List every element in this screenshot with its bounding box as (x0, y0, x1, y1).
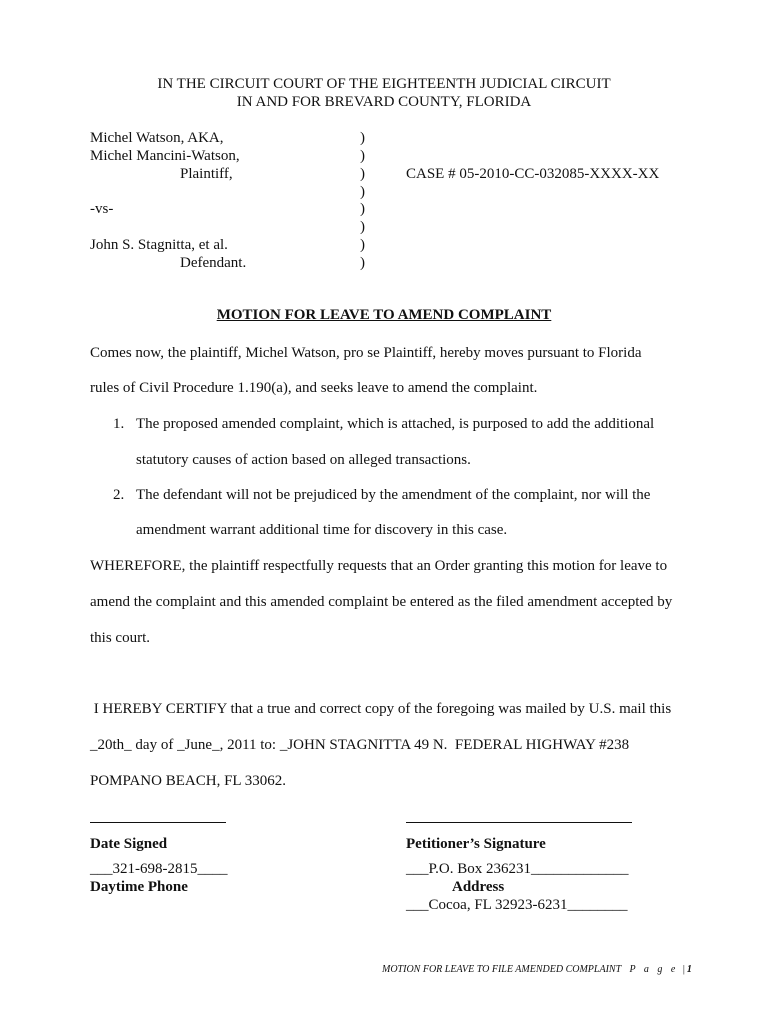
certify-line-1: I HEREBY CERTIFY that a true and correct copy of the foregoing was mailed by U.S. mail this (90, 701, 672, 717)
page-footer (382, 964, 692, 975)
motion-title: MOTION FOR LEAVE TO AMEND COMPLAINT (216, 307, 552, 323)
date-signed-label: Date Signed (90, 836, 168, 852)
defendant-role: Defendant. (180, 255, 247, 271)
item-2-line-1: The defendant will not be prejudiced by the amendment of the complaint, nor will the (136, 487, 651, 503)
certify-line-2: _20th_ day of _June_, 2011 to: _JOHN STAGNITTA 49 N. FEDERAL HIGHWAY #238 (90, 737, 630, 753)
footer-page-word: P a g e (629, 964, 679, 975)
caption-paren: ) (360, 219, 365, 235)
phone-value: ___321-698-2815____ (90, 861, 228, 877)
intro-line-1: Comes now, the plaintiff, Michel Watson, pro se Plaintiff, hereby moves pursuant to Florida (90, 345, 642, 361)
footer-page-number: 1 (686, 964, 692, 975)
address-line-1: ___P.O. Box 236231_____________ (406, 861, 629, 877)
wherefore-line-1: WHEREFORE, the plaintiff respectfully requests that an Order granting this motion for leave to (90, 558, 668, 574)
date-signature-line (90, 822, 226, 823)
caption-paren: ) (360, 237, 365, 253)
caption-paren: ) (360, 184, 365, 200)
case-number: CASE # 05-2010-CC-032085-XXXX-XX (406, 166, 660, 182)
caption-paren: ) (360, 201, 365, 217)
court-line-1: IN THE CIRCUIT COURT OF THE EIGHTEENTH JUDICIAL CIRCUIT (157, 76, 611, 92)
wherefore-line-2: amend the complaint and this amended complaint be entered as the filed amendment accepted by (90, 594, 673, 610)
court-line-2: IN AND FOR BREVARD COUNTY, FLORIDA (236, 94, 532, 110)
defendant-name: John S. Stagnitta, et al. (90, 237, 228, 253)
daytime-phone-label: Daytime Phone (90, 879, 188, 895)
address-label: Address (452, 879, 505, 895)
item-2-line-2: amendment warrant additional time for discovery in this case. (136, 522, 508, 538)
caption-paren: ) (360, 166, 365, 182)
item-1-line-2: statutory causes of action based on alleged transactions. (136, 452, 471, 468)
address-line-2: ___Cocoa, FL 32923-6231________ (406, 897, 628, 913)
footer-title: MOTION FOR LEAVE TO FILE AMENDED COMPLAINT (382, 964, 621, 975)
certify-line-3: POMPANO BEACH, FL 33062. (90, 773, 287, 789)
item-number: 1. (113, 416, 125, 432)
item-number: 2. (113, 487, 125, 503)
plaintiff-name-2: Michel Mancini-Watson, (90, 148, 240, 164)
versus-label: -vs- (90, 201, 114, 217)
wherefore-line-3: this court. (90, 630, 150, 646)
plaintiff-name-1: Michel Watson, AKA, (90, 130, 224, 146)
caption-paren: ) (360, 255, 365, 271)
footer-separator: | (682, 964, 685, 975)
item-1-line-1: The proposed amended complaint, which is attached, is purposed to add the additional (136, 416, 655, 432)
intro-line-2: rules of Civil Procedure 1.190(a), and seeks leave to amend the complaint. (90, 380, 538, 396)
plaintiff-role: Plaintiff, (180, 166, 233, 182)
caption-paren: ) (360, 130, 365, 146)
caption-paren: ) (360, 148, 365, 164)
petitioner-signature-line (406, 822, 632, 823)
petitioner-signature-label: Petitioner’s Signature (406, 836, 546, 852)
